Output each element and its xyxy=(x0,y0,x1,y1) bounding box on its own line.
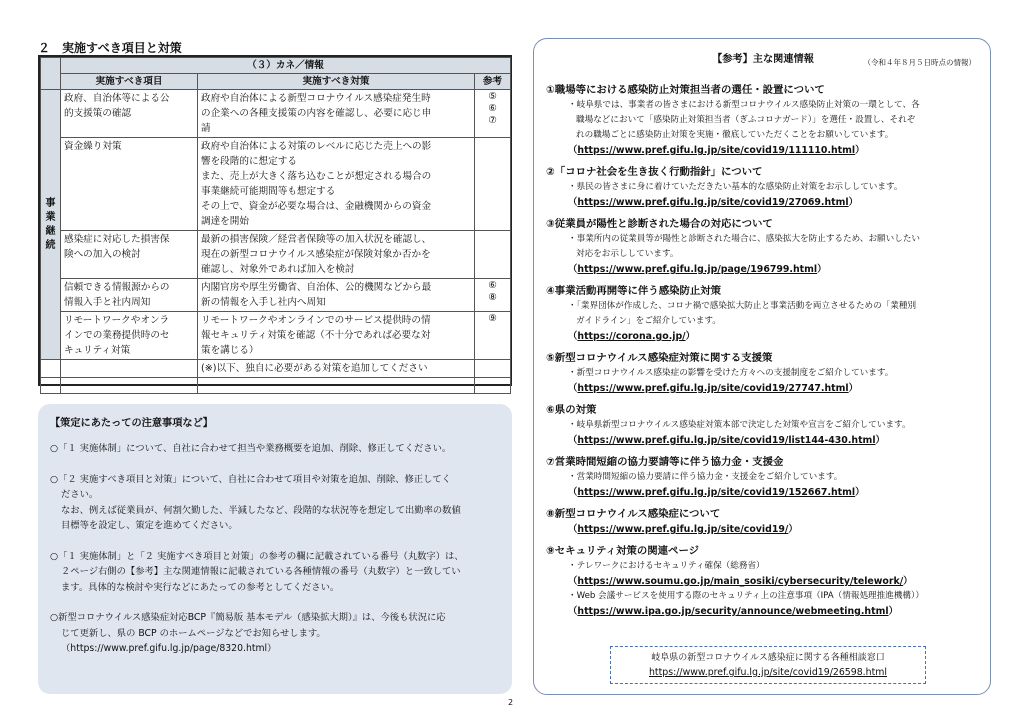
link-url[interactable]: https://www.ipa.go.jp/security/announce/webmeeting.html xyxy=(577,606,889,617)
reference-description xyxy=(546,299,980,329)
measure-line: 現在の新型コロナウイルス感染症が保険対象か否かを xyxy=(201,249,431,260)
reference-item xyxy=(546,507,980,537)
description-line: 対応をお示ししています。 xyxy=(576,249,679,259)
consult-link-text[interactable]: https://www.pref.gifu.lg.jp/site/covid19/26598.html xyxy=(648,667,888,678)
reference-link[interactable] xyxy=(546,433,980,448)
reference-heading: ⑤新型コロナウイルス感染症対策に関する支援策 xyxy=(546,352,773,364)
item-line: キュリティ対策 xyxy=(64,345,131,356)
measure-line: 政府や自治体による対策のレベルに応じた売上への影 xyxy=(201,141,432,152)
description-line: ・事業所内の従業員等が陽性と診断された場合に、感染拡大を防止するため、お願いしたい xyxy=(568,234,921,244)
note-link[interactable]: （https://www.pref.gifu.lg.jp/page/8320.html） xyxy=(61,643,277,654)
reference-heading: ①職場等における感染防止対策担当者の選任・設置について xyxy=(546,84,825,96)
note-line: ○新型コロナウイルス感染症対応BCP『簡易版 基本モデル（感染拡大期）』は、今後も状況に応 xyxy=(50,612,446,623)
table-row xyxy=(41,231,511,279)
reference-heading: ②「コロナ社会を生き抜く行動指針」について xyxy=(546,166,763,178)
reference-description xyxy=(546,418,980,433)
description-line: れの職場ごとに感染防止対策を実施・徹底していただくことをお願いしています。 xyxy=(576,130,894,140)
link-paren: （ xyxy=(568,524,578,535)
corner-cell xyxy=(41,58,61,90)
measure-line: 響を段階的に想定する xyxy=(201,156,297,167)
reference-link[interactable] xyxy=(546,604,980,619)
link-url[interactable]: https://www.pref.gifu.lg.jp/site/covid19/152667.html xyxy=(577,487,856,498)
note-line: ○「１ 実施体制」について、自社に合わせて担当や業務概要を追加、削除、修正してください。 xyxy=(50,443,452,454)
table-cell-item xyxy=(61,360,198,378)
reference-description xyxy=(546,559,980,574)
item-line: 情報入手と社内周知 xyxy=(64,297,151,308)
link-paren: （ xyxy=(568,331,578,342)
table-row xyxy=(41,279,511,312)
measure-line: 確認し、対象外であれば加入を検討 xyxy=(201,264,355,275)
item-line: 険への加入の検討 xyxy=(64,249,141,260)
description-line: ・Web 会議サービスを使用する際のセキュリティ上の注意事項（IPA（情報処理推進機構）） xyxy=(568,591,924,601)
reference-description xyxy=(546,470,980,485)
reference-heading: ⑨セキュリティ対策の関連ページ xyxy=(546,545,700,557)
note-item xyxy=(50,549,500,596)
note-line: なお、例えば従業員が、何割欠勤した、半減したなど、段階的な状況等を想定して出勤率の数値 xyxy=(61,504,461,516)
reference-item xyxy=(546,284,980,344)
table-cell-measure xyxy=(198,138,475,231)
reference-link[interactable] xyxy=(546,574,980,589)
reference-link[interactable] xyxy=(546,522,980,537)
reference-heading: ④事業活動再開等に伴う感染防止対策 xyxy=(546,285,722,297)
table-cell-ref xyxy=(475,279,511,312)
reference-heading: ③従業員が陽性と診断された場合の対応について xyxy=(546,218,773,230)
table-cell-measure xyxy=(198,312,475,360)
consult-link[interactable] xyxy=(611,665,925,680)
table-cell-item xyxy=(61,90,198,138)
note-line: 目標等を設定し、策定を進めてください。 xyxy=(61,520,238,531)
header-ref: 参考 xyxy=(475,74,511,90)
link-paren: （ xyxy=(568,197,578,208)
item-line: 感染症に対応した損害保 xyxy=(64,234,170,245)
link-paren: （ xyxy=(568,487,578,498)
table-cell-ref xyxy=(475,138,511,231)
reference-item xyxy=(546,455,980,500)
reference-heading: ⑧新型コロナウイルス感染症について xyxy=(546,508,721,520)
item-line: リモートワークやオンラ xyxy=(64,315,170,326)
link-paren: （ xyxy=(568,435,578,446)
table-caption: （３）カネ／情報 xyxy=(61,58,511,74)
link-paren: （ xyxy=(568,576,578,587)
reference-item xyxy=(546,217,980,277)
section-title: ２ 実施すべき項目と対策 xyxy=(38,41,182,55)
link-url[interactable]: https://www.pref.gifu.lg.jp/site/covid19/list144-430.html xyxy=(577,435,876,446)
reference-panel xyxy=(533,38,991,695)
item-line: 的支援策の確認 xyxy=(64,108,132,119)
table-row xyxy=(41,360,511,378)
link-paren: ） xyxy=(685,331,695,342)
ref-number: ⑨ xyxy=(488,313,497,324)
link-paren: （ xyxy=(568,264,578,275)
link-paren: ） xyxy=(875,435,885,446)
link-paren: ） xyxy=(855,145,865,156)
ref-number: ⑤ xyxy=(488,91,497,102)
item-line: インでの業務提供時のセ xyxy=(64,330,170,341)
table-cell-item xyxy=(61,138,198,231)
note-item xyxy=(50,441,500,457)
reference-description xyxy=(546,232,980,262)
link-url[interactable]: https://www.pref.gifu.lg.jp/site/covid19/111110.html xyxy=(577,145,856,156)
note-line: ○「１ 実施体制」と「２ 実施すべき項目と対策」の参考の欄に記載されている番号（丸数字）は、 xyxy=(50,550,464,562)
table-row xyxy=(41,312,511,360)
row-group-label xyxy=(41,90,61,360)
table-cell-ref xyxy=(475,231,511,279)
reference-item xyxy=(546,544,980,619)
reference-item xyxy=(546,165,980,210)
table-cell-measure xyxy=(198,90,475,138)
reference-link[interactable] xyxy=(546,262,980,277)
header-item: 実施すべき項目 xyxy=(61,74,198,90)
measure-line: 策を講じる） xyxy=(201,345,259,356)
measure-line: 内閣官房や厚生労働省、自治体、公的機関などから最 xyxy=(201,282,432,293)
ref-number: ⑥ xyxy=(488,280,497,291)
note-line: ださい。 xyxy=(61,489,99,500)
reference-item xyxy=(546,83,980,158)
link-paren: ） xyxy=(855,487,865,498)
description-line: ・テレワークにおけるセキュリティ確保（総務省） xyxy=(568,561,765,571)
consult-title: 岐阜県の新型コロナウイルス感染症に関する各種相談窓口 xyxy=(651,653,885,663)
reference-description xyxy=(546,180,980,195)
note-item xyxy=(50,472,500,534)
reference-item xyxy=(546,351,980,396)
description-line: ・岐阜県新型コロナウイルス感染症対策本部で決定した対策や宣言をご紹介しています。 xyxy=(568,420,911,430)
note-line: ○「２ 実施すべき項目と対策」について、自社に合わせて項目や対策を追加、削除、修正してく xyxy=(50,473,451,485)
measure-line: また、売上が大きく落ち込むことが想定される場合の xyxy=(201,171,432,182)
table-cell-item xyxy=(61,279,198,312)
table-cell-blank xyxy=(41,360,61,378)
reference-link[interactable] xyxy=(546,381,980,396)
measure-line: (※)以下、独自に必要がある対策を追加してください xyxy=(201,363,428,374)
description-line: 職場などにおいて「感染防止対策担当者（ぎふコロナガード）」を選任・設置し、それぞ xyxy=(576,115,916,125)
measure-line: その上で、資金が必要な場合は、金融機関からの資金 xyxy=(201,201,432,212)
link-url[interactable]: https://www.pref.gifu.lg.jp/page/196799.html xyxy=(577,264,818,275)
measure-line: 報セキュリティ対策を確認（不十分であれば必要な対 xyxy=(201,330,431,341)
link-paren: ） xyxy=(788,524,798,535)
note-line: じて更新し、県の BCP のホームページなどでお知らせします。 xyxy=(61,627,326,639)
ref-number: ⑦ xyxy=(488,115,497,126)
notes-title: 【策定にあたっての注意事項など】 xyxy=(50,418,213,429)
description-line: ・新型コロナウイルス感染症の影響を受けた方々への支援制度をご紹介しています。 xyxy=(568,368,894,378)
table-cell-measure xyxy=(198,231,475,279)
reference-link[interactable] xyxy=(546,329,980,344)
link-url[interactable]: https://www.pref.gifu.lg.jp/site/covid19/27069.html xyxy=(577,197,849,208)
link-paren: （ xyxy=(568,606,578,617)
link-paren: ） xyxy=(817,264,827,275)
description-line: ・「業界団体が作成した、コロナ禍で感染拡大防止と事業活動を両立させるための「業種別 xyxy=(568,301,917,311)
reference-description xyxy=(546,98,980,143)
reference-description xyxy=(546,589,980,604)
link-paren: ） xyxy=(848,383,859,394)
description-line: ガイドライン」をご紹介しています。 xyxy=(576,316,721,326)
table-cell-ref xyxy=(475,360,511,378)
description-line: ・営業時間短縮の協力要請に伴う協力金・支援金をご紹介しています。 xyxy=(568,472,843,482)
link-url[interactable]: https://www.soumu.go.jp/main_sosiki/cybersecurity/telework/ xyxy=(577,576,904,587)
note-line: ２ページ右側の【参考】主な関連情報に記載されている各種情報の番号（丸数字）と一致してい xyxy=(61,566,461,577)
link-url[interactable]: https://www.pref.gifu.lg.jp/site/covid19/27747.html xyxy=(577,383,849,394)
page-number: 2 xyxy=(508,698,514,707)
link-paren: ） xyxy=(848,197,859,208)
reference-description xyxy=(546,366,980,381)
item-line: 信頼できる情報源からの xyxy=(64,282,170,293)
measures-table xyxy=(38,55,512,386)
link-paren: （ xyxy=(568,145,578,156)
reference-title: 【参考】主な関連情報 xyxy=(712,54,814,65)
link-paren: （ xyxy=(568,383,578,394)
reference-link[interactable] xyxy=(546,195,980,210)
table-row xyxy=(41,138,511,231)
table-cell-ref xyxy=(475,312,511,360)
note-item xyxy=(50,610,500,657)
reference-link[interactable] xyxy=(546,143,980,158)
measure-line: 最新の損害保険／経営者保険等の加入状況を確認し、 xyxy=(201,234,432,245)
link-paren: ） xyxy=(903,576,913,587)
reference-link[interactable] xyxy=(546,485,980,500)
table-cell-measure xyxy=(198,279,475,312)
table-row xyxy=(41,378,511,394)
table-cell-item xyxy=(61,231,198,279)
consult-box xyxy=(610,646,926,684)
table-cell-ref xyxy=(475,90,511,138)
table-row xyxy=(41,90,511,138)
table-cell-item xyxy=(61,378,198,394)
reference-item xyxy=(546,403,980,448)
table-cell-item xyxy=(61,312,198,360)
reference-heading: ⑥県の対策 xyxy=(546,404,597,416)
measure-line: 調達を開始 xyxy=(201,216,249,227)
row-group-label-text: 事業継続 xyxy=(45,197,56,251)
note-line: ます。具体的な検討や実行などにあたっての参考としてください。 xyxy=(61,581,340,593)
table-cell-ref xyxy=(475,378,511,394)
notes-box xyxy=(38,404,512,694)
table-cell-measure xyxy=(198,378,475,394)
item-line: 資金繰り対策 xyxy=(64,141,122,152)
ref-number: ⑥ xyxy=(488,103,497,114)
measure-line: 事業継続可能期間等も想定する xyxy=(201,186,336,197)
reference-heading: ⑦営業時間短縮の協力要請等に伴う協力金・支援金 xyxy=(546,456,784,468)
measure-line: リモートワークやオンラインでのサービス提供時の情 xyxy=(201,315,431,326)
table-cell-measure xyxy=(198,360,475,378)
link-paren: ） xyxy=(888,606,898,617)
measure-line: 新の情報を入手し社内へ周知 xyxy=(201,297,326,308)
measure-line: 政府や自治体による新型コロナウイルス感染症発生時 xyxy=(201,93,431,104)
measure-line: 請 xyxy=(201,123,211,134)
link-url[interactable]: https://corona.go.jp/ xyxy=(577,331,686,342)
table-cell-blank xyxy=(41,378,61,394)
measure-line: の企業への各種支援策の内容を確認し、必要に応じ申 xyxy=(201,108,432,119)
ref-number: ⑧ xyxy=(488,292,497,303)
link-url[interactable]: https://www.pref.gifu.lg.jp/site/covid19/ xyxy=(577,524,789,535)
description-line: ・県民の皆さまに身に着けていただきたい基本的な感染防止対策をお示ししています。 xyxy=(568,182,903,192)
header-measure: 実施すべき対策 xyxy=(198,74,475,90)
reference-date: （令和４年８月５日時点の情報） xyxy=(863,58,976,67)
description-line: ・岐阜県では、事業者の皆さまにおける新型コロナウイルス感染防止対策の一環として、各 xyxy=(568,100,920,110)
item-line: 政府、自治体等による公 xyxy=(64,93,170,104)
